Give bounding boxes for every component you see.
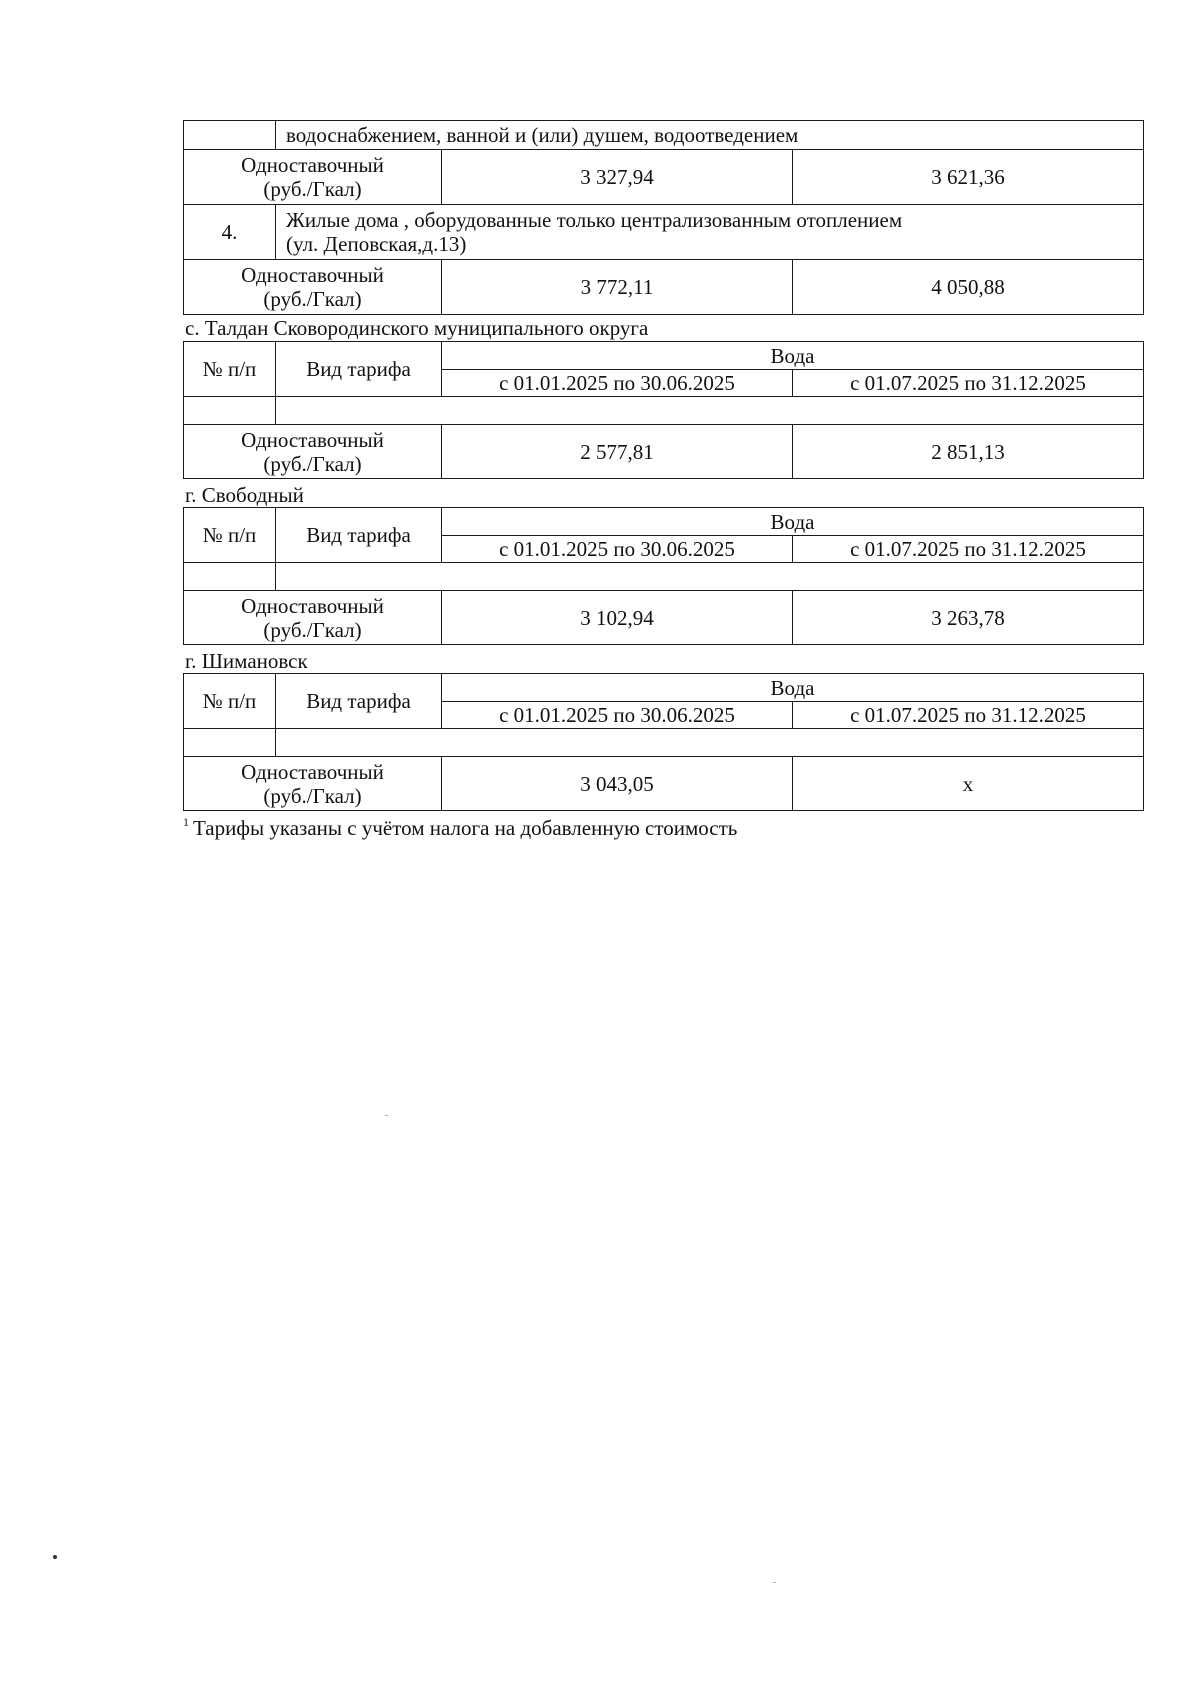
header-period-1: с 01.01.2025 по 30.06.2025 [442,702,793,729]
tariff-type-cell [184,757,442,811]
consumer-category-cell [276,205,1144,260]
header-period-2: с 01.07.2025 по 31.12.2025 [793,370,1144,397]
header-number: № п/п [184,674,276,729]
scan-speck [53,1555,57,1559]
tariff-type-cell [184,150,442,205]
tariff-type-label: Одноставочный [241,263,384,287]
scan-speck [385,1115,388,1116]
empty-cell [184,397,276,425]
empty-cell [276,397,1144,425]
tariff-type-label: Одноставочный [241,593,384,618]
tariff-type-cell [184,260,442,315]
tariff-type-cell [184,591,442,645]
tariff-value-period2: 4 050,88 [793,260,1144,315]
tariff-type-label: Одноставочный [241,427,384,452]
tariff-table-taldan [183,341,1144,479]
tariff-value-period1: 2 577,81 [442,425,793,479]
tariff-type-label: Одноставочный [241,759,384,784]
header-tariff-type: Вид тарифа [276,674,442,729]
header-tariff-type: Вид тарифа [276,508,442,563]
header-tariff-type: Вид тарифа [276,342,442,397]
section-caption-svobodny: г. Свободный [185,483,304,507]
table-row [184,425,1144,479]
header-number: № п/п [184,508,276,563]
tariff-table-shimanovsk [183,673,1144,811]
category-line-2: (ул. Деповская,д.13) [286,232,467,256]
table-header-row [184,342,1144,370]
tariff-value-period1: 3 043,05 [442,757,793,811]
tariff-unit-label: (руб./Гкал) [263,617,362,642]
tariff-table-continuation [183,120,1144,315]
table-row [184,260,1144,315]
table-row [184,150,1144,205]
table-row [184,729,1144,757]
header-period-1: с 01.01.2025 по 30.06.2025 [442,370,793,397]
tariff-value-period1: 3 772,11 [442,260,793,315]
empty-cell [184,563,276,591]
header-number: № п/п [184,342,276,397]
header-period-1: с 01.01.2025 по 30.06.2025 [442,536,793,563]
empty-number-cell [184,121,276,150]
tariff-value-period1: 3 327,94 [442,150,793,205]
footnote-mark: 1 [183,815,189,829]
tariff-table-svobodny [183,507,1144,645]
consumer-category-cell: водоснабжением, ванной и (или) душем, водоотведением [276,121,1144,150]
header-water: Вода [442,342,1144,370]
table-header-row [184,508,1144,536]
tariff-value-period2: 2 851,13 [793,425,1144,479]
tariff-value-period2: 3 621,36 [793,150,1144,205]
tariff-unit-label: (руб./Гкал) [263,783,362,808]
scan-speck [773,1582,776,1583]
section-caption-shimanovsk: г. Шимановск [185,649,308,673]
table-row [184,563,1144,591]
footnote-text: Тарифы указаны с учётом налога на добавленную стоимость [193,816,738,840]
header-water: Вода [442,508,1144,536]
empty-cell [276,563,1144,591]
table-row [184,757,1144,811]
tariff-unit-label: (руб./Гкал) [263,287,362,311]
table-row [184,205,1144,260]
table-row [184,121,1144,150]
tariff-unit-label: (руб./Гкал) [263,177,362,201]
section-caption-taldan: с. Талдан Сковородинского муниципального округа [185,316,649,340]
category-line-1: Жилые дома , оборудованные только централизованным отоплением [286,208,903,232]
footnote [183,816,737,840]
row-number-cell: 4. [184,205,276,260]
table-row [184,591,1144,645]
tariff-unit-label: (руб./Гкал) [263,451,362,476]
tariff-value-period1: 3 102,94 [442,591,793,645]
tariff-value-period2: 3 263,78 [793,591,1144,645]
header-water: Вода [442,674,1144,702]
tariff-type-cell [184,425,442,479]
tariff-type-label: Одноставочный [241,153,384,177]
header-period-2: с 01.07.2025 по 31.12.2025 [793,702,1144,729]
table-row [184,397,1144,425]
empty-cell [276,729,1144,757]
header-period-2: с 01.07.2025 по 31.12.2025 [793,536,1144,563]
table-header-row [184,674,1144,702]
tariff-value-period2: x [793,757,1144,811]
empty-cell [184,729,276,757]
